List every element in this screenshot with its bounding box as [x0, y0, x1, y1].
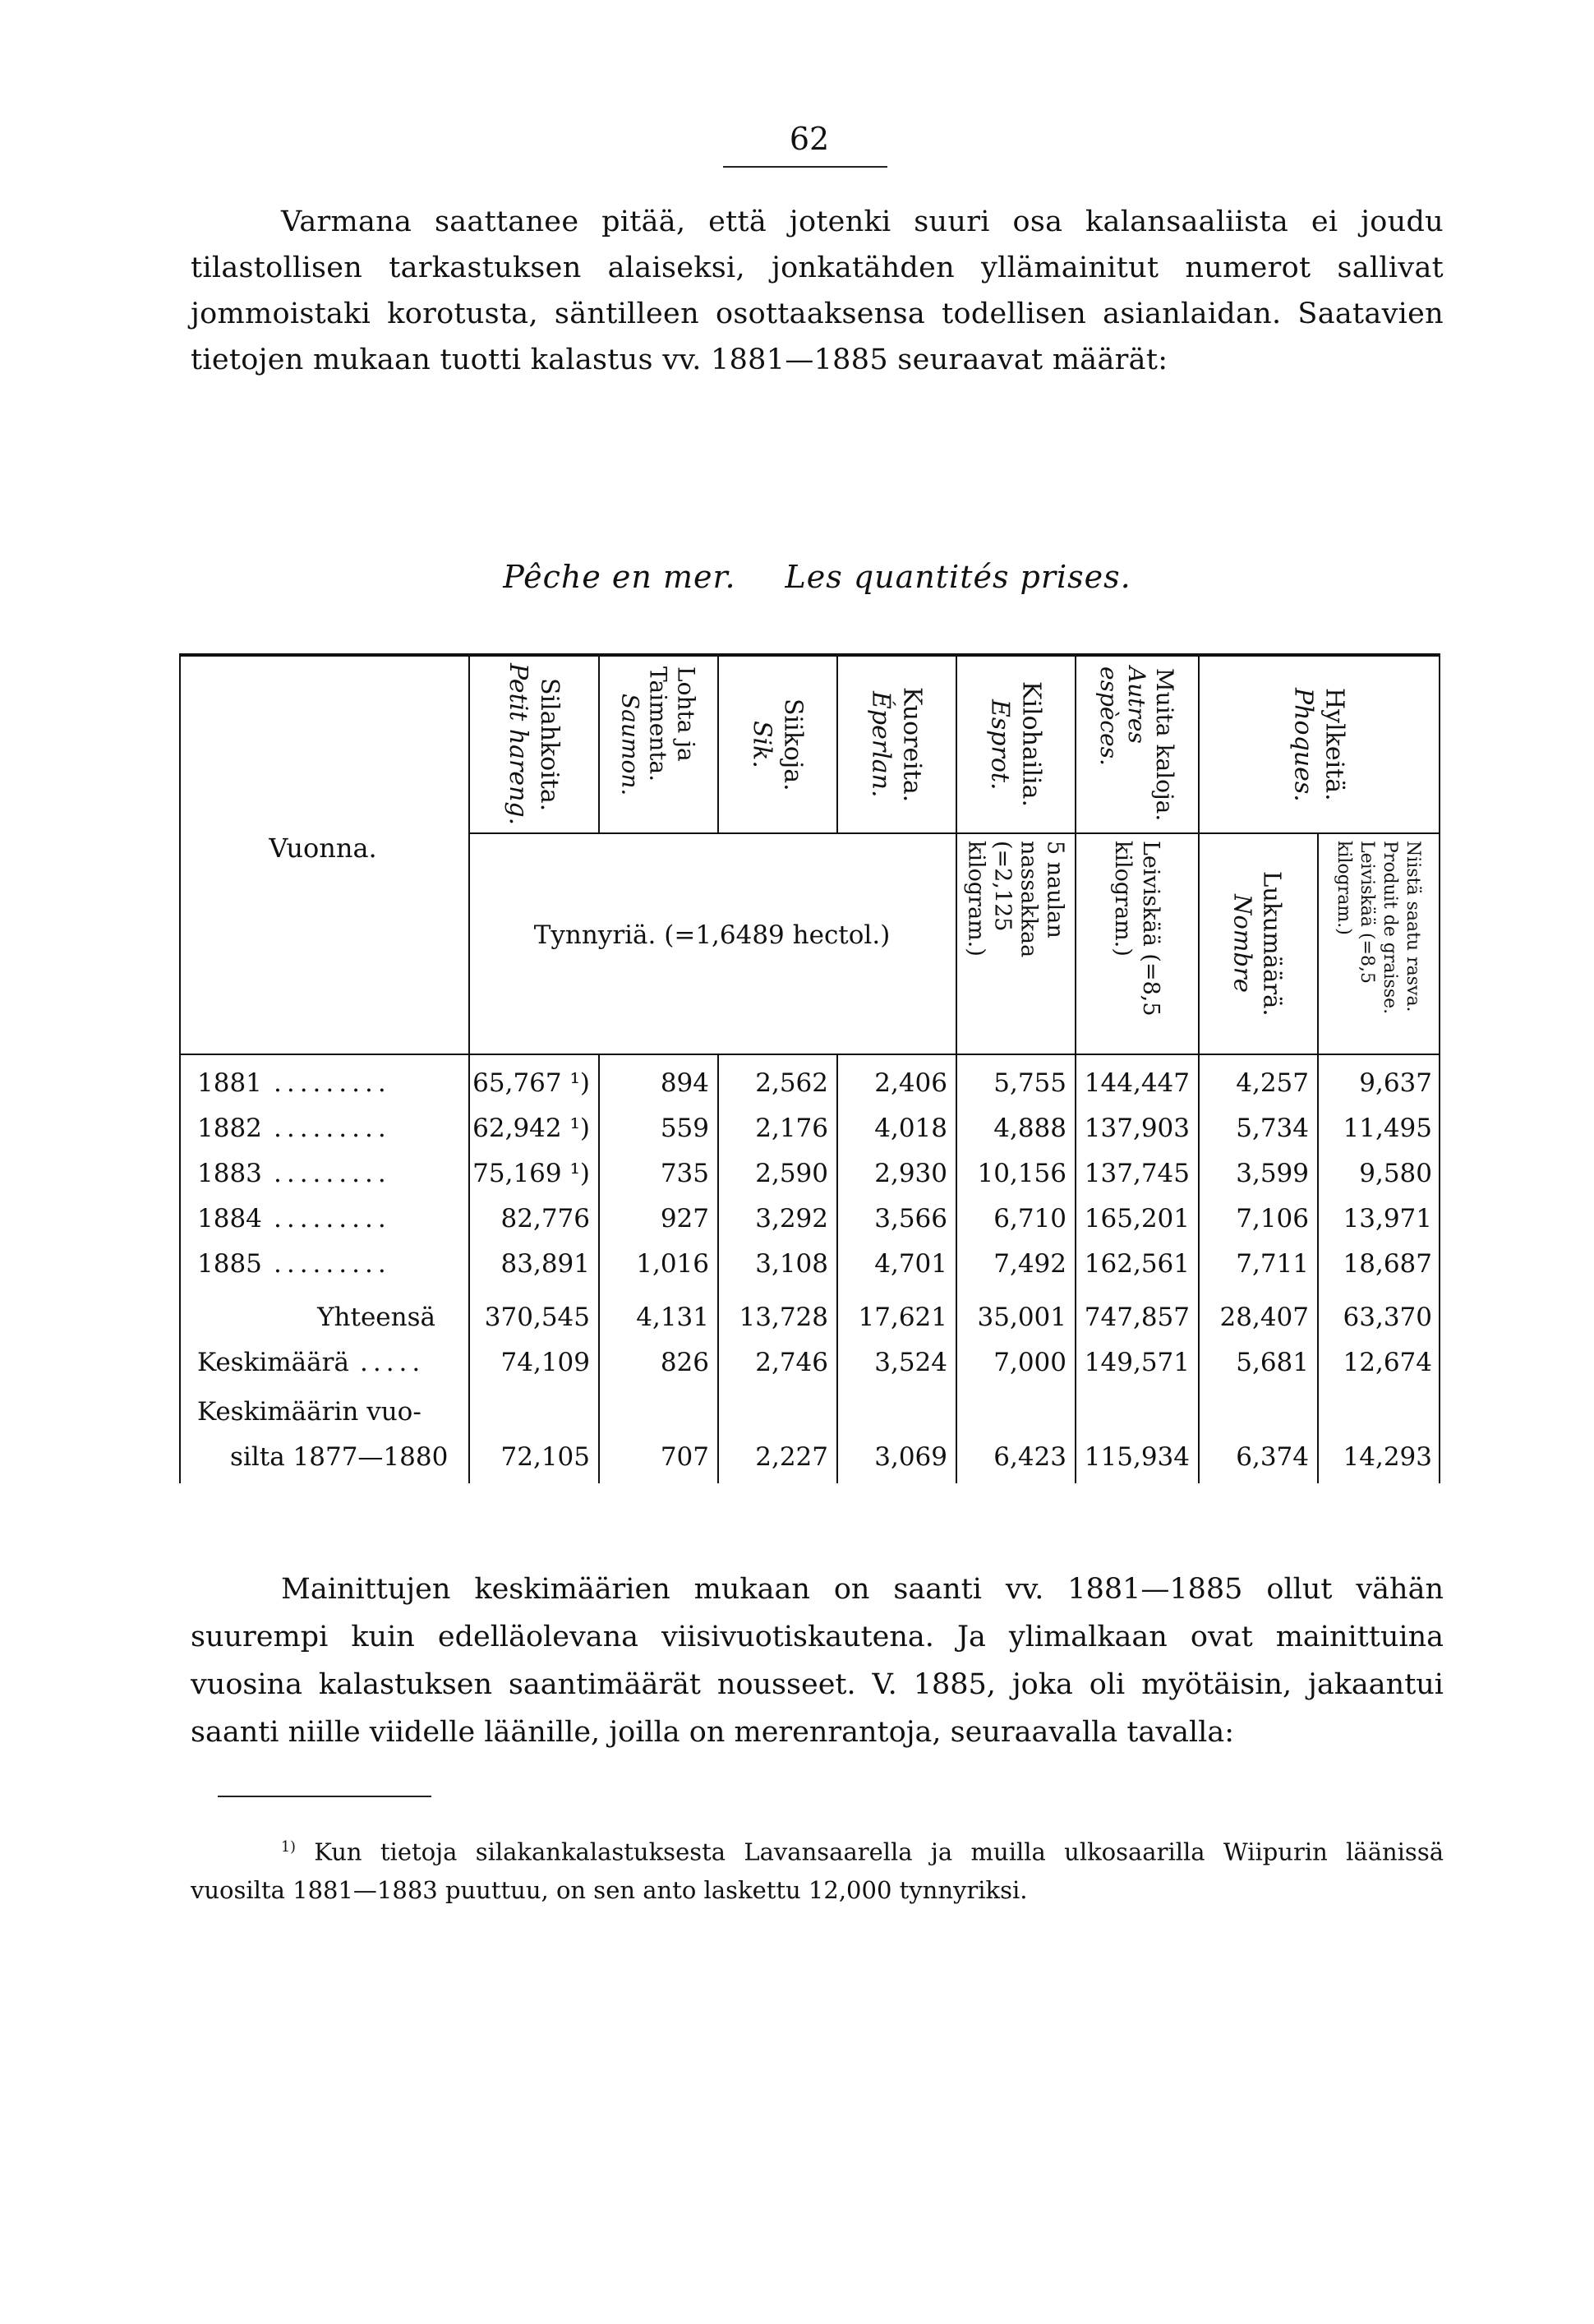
table-cell: 4,888 — [993, 1114, 1067, 1143]
table-cell: 3,524 — [874, 1348, 947, 1377]
col-header-muita — [1075, 658, 1198, 831]
col-header-lohta — [598, 658, 717, 831]
table-cell: 3,566 — [874, 1204, 947, 1233]
second-paragraph: Mainittujen keskimäärien mukaan on saanti vv. 1881—1885 ollut vähän suurempi kuin edelläolevana viisivuotiskautena. Ja ylimalkaan ovat mainittuina vuosina kalastuksen saantimäärät nousseet. V. 1885, joka oli myötäisin, jakaantui saanti niille viidelle läänille, joilla on merenrantoja, seuraavalla tavalla: — [191, 1573, 1444, 1749]
unit-kilohailia — [956, 836, 1075, 1051]
table-caption — [191, 559, 1444, 595]
col-fi: Silahkoita. — [535, 677, 564, 812]
table-cell: 3,108 — [755, 1249, 828, 1279]
row-year-label: 1884 — [197, 1204, 262, 1233]
table-cell: 72,105 — [500, 1442, 590, 1472]
col-fr: Autres espèces. — [1095, 666, 1150, 766]
table-cell: 4,018 — [874, 1114, 947, 1143]
col-fi: Kuoreita. — [897, 686, 927, 803]
table-cell: 28,407 — [1219, 1303, 1309, 1332]
caption-right: Les quantités prises. — [785, 559, 1131, 595]
col-header-silahkoita — [468, 658, 598, 831]
table-cell: 7,106 — [1236, 1204, 1309, 1233]
table-cell: 75,169 ¹) — [472, 1159, 590, 1188]
table-cell: 4,257 — [1236, 1068, 1309, 1098]
row-prev-label-1: Keskimäärin vuo- — [197, 1397, 422, 1427]
page-number-rule — [723, 166, 887, 168]
unit-kilohailia-text: 5 naulan nassakkaa (=2,125 kilogram.) — [963, 841, 1068, 958]
row-leader-dots: ......... — [274, 1249, 391, 1279]
intro-paragraph: Varmana saattanee pitää, että jotenki suuri osa kalansaaliista ei joudu tilastollisen tarkastuksen alaiseksi, jonkatähden yllämainitut numerot sallivat jommoistaki korotusta, säntilleen osottaaksensa todellisen asianlaidan. Saatavien tietojen mukaan tuotti kalastus vv. 1881—1885 seuraavat määrät: — [191, 205, 1444, 376]
unit-muita-text: Leiviskää (=8,5 kilogram.) — [1110, 841, 1163, 1017]
row-leader-dots: ..... — [360, 1348, 426, 1377]
row-average-label: Keskimäärä — [197, 1348, 349, 1377]
table-cell: 9,637 — [1359, 1068, 1432, 1098]
table-cell: 2,562 — [755, 1068, 828, 1098]
col-fi: Lohta ja Taimenta. — [644, 666, 700, 782]
table-cell: 5,734 — [1236, 1114, 1309, 1143]
table-cell: 735 — [660, 1159, 709, 1188]
table-cell: 9,580 — [1359, 1159, 1432, 1188]
col-fi: Siikoja. — [778, 698, 808, 791]
row-leader-dots: ......... — [274, 1068, 391, 1098]
table-cell: 5,681 — [1236, 1348, 1309, 1377]
table-cell: 559 — [660, 1114, 709, 1143]
table-cell: 35,001 — [977, 1303, 1067, 1332]
col-fi: Kilohailia. — [1016, 681, 1046, 808]
col-fr: Sik. — [747, 721, 776, 768]
footnote-rule — [218, 1796, 431, 1797]
table-cell: 62,942 ¹) — [472, 1114, 590, 1143]
table-cell: 7,711 — [1236, 1249, 1309, 1279]
table-cell: 370,545 — [484, 1303, 590, 1332]
row-year-label: 1882 — [197, 1114, 262, 1143]
col-fi: Muita kaloja. — [1151, 667, 1178, 822]
row-prev-label-2: silta 1877—1880 — [230, 1442, 449, 1472]
table-cell: 14,293 — [1343, 1442, 1432, 1472]
header-mid-rule — [468, 832, 1440, 834]
col-header-kilohailia — [956, 658, 1075, 831]
table-cell: 6,374 — [1236, 1442, 1309, 1472]
table-cell: 1,016 — [636, 1249, 709, 1279]
unit-nombre-text: Nombre — [1228, 894, 1257, 993]
table-cell: 12,674 — [1343, 1348, 1432, 1377]
unit-tynnyria: Tynnyriä. (=1,6489 hectol.) — [533, 920, 891, 950]
table-cell: 927 — [660, 1204, 709, 1233]
table-cell: 162,561 — [1084, 1249, 1190, 1279]
table-cell: 894 — [660, 1068, 709, 1098]
col-rule — [1439, 653, 1440, 1483]
col-fr: Éperlan. — [866, 691, 896, 798]
footnote-mark: 1) — [281, 1839, 296, 1856]
table-cell: 747,857 — [1084, 1303, 1190, 1332]
table-cell: 707 — [660, 1442, 709, 1472]
col-fr: Petit hareng. — [504, 663, 532, 826]
table-cell: 2,746 — [755, 1348, 828, 1377]
table-cell: 115,934 — [1084, 1442, 1190, 1472]
table-cell: 3,292 — [755, 1204, 828, 1233]
table-cell: 3,599 — [1236, 1159, 1309, 1188]
table-cell: 2,406 — [874, 1068, 947, 1098]
row-year-label: 1881 — [197, 1068, 262, 1098]
row-year-label: 1885 — [197, 1249, 262, 1279]
table-cell: 826 — [660, 1348, 709, 1377]
table-cell: 2,590 — [755, 1159, 828, 1188]
col-fi: Hylkeitä. — [1320, 688, 1349, 801]
footnote-text: Kun tietoja silakankalastuksesta Lavansaarella ja muilla ulkosaarilla Wiipurin läänissä vuosilta 1881—1883 puuttuu, on sen anto laskettu 12,000 tynnyriksi. — [191, 1838, 1444, 1904]
unit-rasva — [1317, 836, 1439, 1051]
table-cell: 149,571 — [1084, 1348, 1190, 1377]
caption-left: Pêche en mer. — [503, 559, 736, 595]
table-cell: 165,201 — [1084, 1204, 1190, 1233]
unit-muita — [1075, 836, 1198, 1051]
table-cell: 144,447 — [1084, 1068, 1190, 1098]
table-cell: 137,745 — [1084, 1159, 1190, 1188]
table-cell: 6,423 — [993, 1442, 1067, 1472]
table-cell: 2,930 — [874, 1159, 947, 1188]
row-total-label: Yhteensä — [317, 1303, 435, 1332]
table-cell: 13,971 — [1343, 1204, 1432, 1233]
row-year-label: 1883 — [197, 1159, 262, 1188]
table-cell: 5,755 — [993, 1068, 1067, 1098]
table-cell: 2,176 — [755, 1114, 828, 1143]
table-cell: 74,109 — [500, 1348, 590, 1377]
header-bottom-rule — [179, 1054, 1440, 1055]
table-cell: 3,069 — [874, 1442, 947, 1472]
page-number: 62 — [789, 121, 830, 157]
table-cell: 137,903 — [1084, 1114, 1190, 1143]
unit-rasva-text: Niistä saatu rasva. Produit de graisse. Leiviskää (=8,5 kilogram.) — [1334, 841, 1423, 1015]
table-cell: 18,687 — [1343, 1249, 1432, 1279]
table-cell: 11,495 — [1343, 1114, 1432, 1143]
table-cell: 65,767 ¹) — [472, 1068, 590, 1098]
table-cell: 4,131 — [636, 1303, 709, 1332]
table-cell: 4,701 — [874, 1249, 947, 1279]
table-cell: 63,370 — [1343, 1303, 1432, 1332]
col-header-hylkeita — [1198, 658, 1439, 831]
col-header-siikoja — [717, 658, 836, 831]
col-header-kuoreita — [836, 658, 956, 831]
row-leader-dots: ......... — [274, 1204, 391, 1233]
table-cell: 10,156 — [977, 1159, 1067, 1188]
table-cell: 83,891 — [500, 1249, 590, 1279]
row-leader-dots: ......... — [274, 1114, 391, 1143]
unit-lukumaara — [1198, 836, 1317, 1051]
table-cell: 7,000 — [993, 1348, 1067, 1377]
table-cell: 7,492 — [993, 1249, 1067, 1279]
year-header: Vuonna. — [269, 832, 377, 864]
table-cell: 17,621 — [858, 1303, 947, 1332]
row-leader-dots: ......... — [274, 1159, 391, 1188]
fish-catch-table — [179, 653, 1440, 1483]
col-fr: Saumon. — [616, 693, 644, 796]
table-cell: 82,776 — [500, 1204, 590, 1233]
table-cell: 2,227 — [755, 1442, 828, 1472]
table-cell: 13,728 — [739, 1303, 828, 1332]
footnote — [191, 1828, 1444, 1909]
col-fr: Phoques. — [1288, 687, 1318, 802]
unit-lukumaara-text: Lukumäärä. — [1258, 870, 1287, 1017]
table-cell: 6,710 — [993, 1204, 1067, 1233]
col-rule — [179, 653, 181, 1483]
table-top-rule — [179, 653, 1440, 657]
col-fr: Esprot. — [985, 699, 1015, 791]
